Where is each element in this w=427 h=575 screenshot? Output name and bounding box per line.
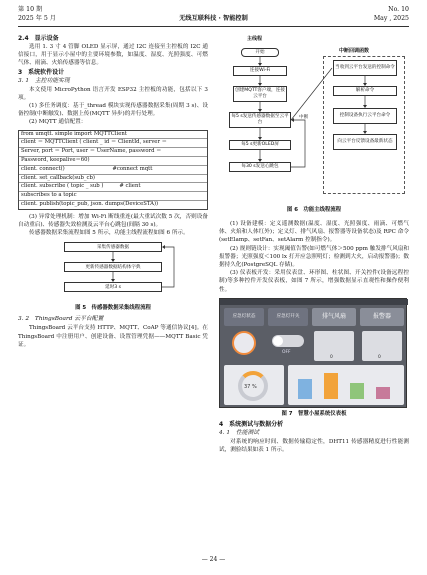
date-en: May , 2025 — [373, 15, 409, 22]
code-line: Password, keepalive＝60) — [19, 157, 207, 166]
right-column — [219, 34, 409, 454]
fan-value: 0 — [330, 354, 333, 360]
heading-2-4: 2.4 显示设备 — [18, 35, 59, 42]
header-rule — [18, 26, 409, 27]
fig6-cb-execute: 控制设备执行云平台命令 — [333, 108, 397, 124]
fig6-cb-feedback: 向云平台反馈设备最新状态 — [333, 134, 397, 150]
fig6-cb-parse: 解析命令 — [333, 86, 397, 96]
heading-3: 3 系统软件设计 — [18, 68, 65, 76]
fig7-caption: 图 7 智慧小屋系统仪表板 — [281, 410, 347, 417]
tile-alarm[interactable]: 报警器 — [360, 308, 404, 326]
para-exception: (3) 异常处理机制：增加 Wi-Fi 断线重连(最大重试次数 5 次，否则设备自动重启)、传感器失效检测及云平台心跳包(间隔 30 s)。 — [18, 213, 208, 228]
para-mqtt: (2) MQTT 通信配置： — [29, 119, 87, 126]
para-modeling: (1) 设备建模：定义遥测数据(温度、湿度、光照强度、雨滴、可燃气体、火焰和人体红外)；定义灯、排气风扇、报警器等设备状态)及 RPC 命令(setElamp、setFan、setAlarm 控制指令)。 — [219, 221, 409, 244]
code-line: client. connect() #connect mqtt — [19, 166, 207, 175]
fig6-heartbeat: 每30 s发送心跳包 — [229, 162, 291, 172]
fig6-cb-receive: 当收到云平台发送的控制命令 — [333, 60, 397, 76]
fig5-box-update: 更新传感器数据结构体字典 — [64, 262, 162, 272]
fig6-arrows — [219, 34, 409, 214]
para-main-func: 本文使用 MicroPython 语言开发 ESP32 主控板的功能，包括以下 3 项。 — [18, 86, 208, 101]
fig5-caption: 图 5 传感器数据采集线程流程 — [75, 305, 151, 312]
tile-emergency-light-switch[interactable]: 应急灯开关 — [268, 308, 308, 326]
page-header — [0, 0, 427, 34]
para-dashboard: (3) 仪表板开发：采用仪表盘、环形图、柱状图、开关控件(设备远程控制)等多种控件开发仪表板，如图 7 所示，增强数据显示直观性和操作便利性。 — [219, 270, 409, 293]
sensor-chart-panel — [288, 365, 404, 405]
fig6-wifi: 连接Wi-Fi — [233, 66, 287, 76]
fig6-caption: 图 6 功能主线程流程 — [286, 207, 342, 213]
fig5-box-collect: 采集传感器数据 — [64, 242, 162, 252]
code-line: client. set_callback(sub_cb) — [19, 175, 207, 184]
para-figures: 传感器数据采集流程如图 5 所示，功能主线程流程如图 6 所示。 — [29, 230, 189, 237]
left-column — [18, 34, 208, 349]
tile-exhaust-fan[interactable]: 排气风扇 — [312, 308, 356, 326]
para-multitask: (1) 多任务调度：基于_thread 模块实现传感器数据采集(周期 3 s)、设备控制(中断触发)、数据上传(MQTT 异步)的并行处理。 — [18, 103, 208, 118]
code-line: from umqtt. simple import MQTTClient — [19, 131, 207, 140]
issue-cn: 第 10 期 — [18, 6, 43, 13]
fig5-box-delay: 延时3 s — [64, 282, 162, 292]
heading-3-2: 3. 2 ThingsBoard 云平台配置 — [18, 316, 104, 323]
switch-state: OFF — [282, 349, 291, 355]
para-thingsboard: ThingsBoard 云平台支持 HTTP、MQTT、CoAP 等通信协议[4]。在 ThingsBoard 中注册用户、创建设备、设置管理凭据——MQTT Basic 凭证。 — [18, 325, 208, 348]
issue-en: No. 10 — [388, 6, 409, 13]
fig6-title-main: 主线程 — [247, 36, 263, 42]
alarm-panel — [362, 331, 402, 361]
heading-4-1: 4. 1 性能测试 — [219, 429, 260, 436]
humidity-value: 37 % — [244, 383, 257, 390]
dashboard-topbar — [220, 299, 408, 305]
fig6-mqtt: 创建MQTT客户端，连接云平台 — [233, 86, 287, 102]
light-status-indicator — [232, 331, 256, 355]
date-cn: 2025 年 5 月 — [18, 15, 56, 22]
code-line: subscribes to a topic — [19, 192, 207, 201]
fig6-edge-interrupt: 中断 — [299, 115, 309, 120]
light-switch-toggle[interactable] — [272, 335, 304, 347]
code-line: client ＝ MQTTClient ( client _ id ＝ ClientId, server ＝ — [19, 139, 207, 148]
journal-name: 无线互联科技 · 智能控制 — [179, 15, 248, 22]
para-performance: 对系统的响应时间、数据传输稳定性，DHT11 传感器精度进行性能测试，测验结果如表 1 所示。 — [219, 438, 409, 454]
figure-7-dashboard — [219, 298, 407, 408]
fig6-start: 开始 — [241, 48, 279, 57]
heading-4: 4 系统测试与数据分析 — [219, 420, 284, 428]
fig6-title-interrupt: 中断回调函数 — [339, 48, 370, 54]
code-line: client. subscribe ( topic _ sub ) # client — [19, 183, 207, 192]
fan-panel — [314, 331, 354, 361]
fig5-arrows — [18, 240, 208, 302]
code-block — [18, 130, 208, 210]
fig6-push: 每5 s发送传感器数据至云平台 — [229, 112, 291, 128]
figure-5 — [18, 240, 208, 302]
alarm-value: 0 — [378, 354, 381, 360]
para-display: 选用 1. 3 寸 4 管脚 OLED 显示屏，通过 I2C 连接至主控板的 I2C 通信接口，用于显示小屋中的主要环境参数，如温度、湿度、光照强度、可燃气体、雨滴、火焰传感器等信息。 — [18, 44, 208, 67]
fig6-oled: 每5 s更新OLED屏 — [229, 140, 291, 150]
figure-6 — [219, 34, 409, 214]
para-rules: (2) 规则链设计：实现阈值告警(如可燃气体＞500 ppm 触发排气风扇和报警器；光照强度＜100 lx 打开应急照明灯；检测到大火，启动报警器)；数据持久化(PostgreSQL 存储)。 — [219, 245, 409, 269]
code-line: client. publish(topic_pub, json. dumps(DeviceSTA)) — [21, 201, 159, 207]
code-line: Server, port ＝ Port, user ＝ UserName, password ＝ — [19, 148, 207, 157]
page-number: — 24 — — [201, 556, 226, 563]
heading-3-1: 3. 1 主控功能实现 — [18, 77, 70, 84]
tile-emergency-light-status: 应急灯状态 — [224, 308, 264, 326]
